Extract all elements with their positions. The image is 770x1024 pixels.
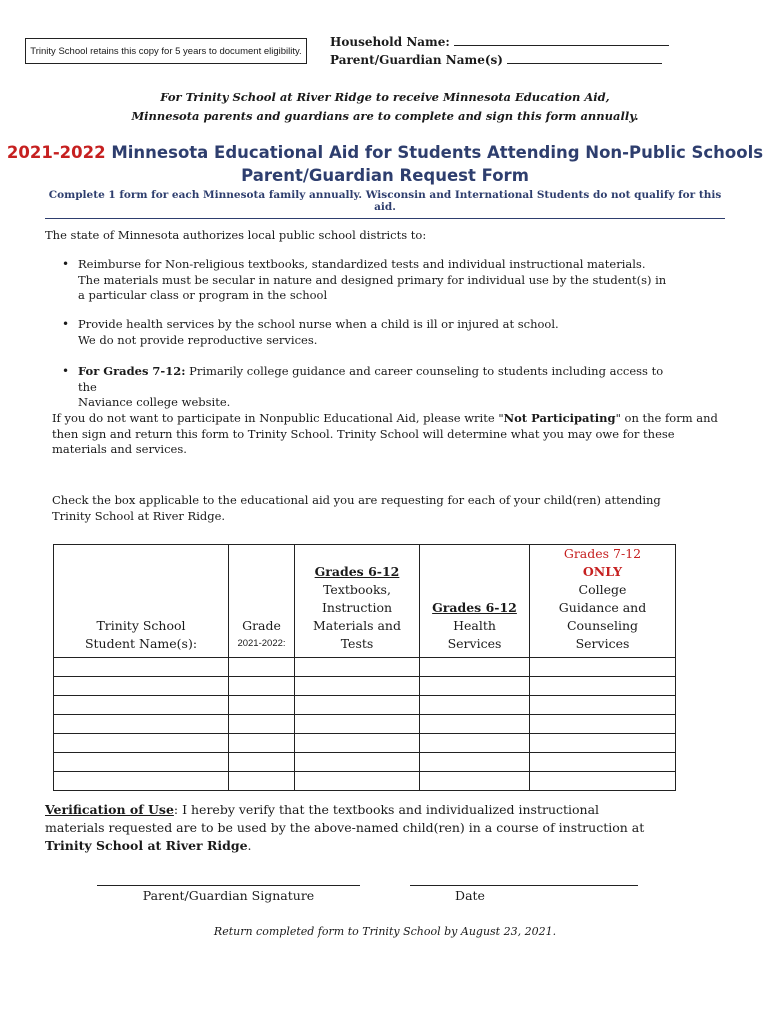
col4-line-1: Health — [453, 618, 496, 633]
guidance-checkbox-cell[interactable] — [530, 772, 676, 791]
bullet-guidance-text: Primarily college guidance and career counseling to students including access to the — [78, 364, 664, 394]
np-line-2: then sign and return this form to Trinity School. Trinity School will determine what you may owe for these — [52, 426, 675, 441]
col-health-header — [420, 545, 530, 658]
authorizes-text: The state of Minnesota authorizes local public school districts to: — [45, 228, 427, 242]
household-name-line[interactable] — [454, 33, 669, 46]
student-name-cell[interactable] — [54, 772, 229, 791]
textbooks-checkbox-cell[interactable] — [295, 753, 420, 772]
col1-line-2: Student Name(s): — [84, 636, 198, 651]
col-grade-header — [229, 545, 295, 658]
bullet-icon: • — [62, 364, 70, 378]
intro-line-2: Minnesota parents and guardians are to complete and sign this form annually. — [131, 109, 639, 123]
np-pre: If you do not want to participate in Nonpublic Educational Aid, please write " — [52, 411, 504, 425]
textbooks-checkbox-cell[interactable] — [295, 734, 420, 753]
student-name-cell[interactable] — [54, 715, 229, 734]
bullet-reimburse — [78, 257, 678, 304]
student-name-cell[interactable] — [54, 658, 229, 677]
np-bold: Not Participating — [503, 411, 616, 425]
bullet-reimburse-line-3: a particular class or program in the school — [78, 288, 328, 302]
col1-line-1: Trinity School — [96, 618, 186, 633]
guardian-name-field[interactable] — [330, 51, 662, 67]
verification-line-2: materials requested are to be used by the above-named child(ren) in a course of instruction at — [45, 820, 645, 835]
intro-line-1: For Trinity School at River Ridge to receive Minnesota Education Aid, — [160, 90, 610, 104]
table-row — [54, 715, 676, 734]
bullet-guidance-line-2: Naviance college website. — [78, 395, 231, 409]
guidance-checkbox-cell[interactable] — [530, 696, 676, 715]
col4-line-2: Services — [447, 636, 502, 651]
verification-colon: : — [173, 802, 179, 817]
guidance-checkbox-cell[interactable] — [530, 734, 676, 753]
bullet-guidance-label: For Grades 7-12: — [78, 364, 186, 378]
grade-cell[interactable] — [229, 753, 295, 772]
grade-cell[interactable] — [229, 772, 295, 791]
verification-label: Verification of Use — [45, 802, 174, 817]
check-instructions — [52, 493, 722, 524]
signature-label: Parent/Guardian Signature — [142, 888, 315, 903]
signature-line[interactable] — [97, 885, 360, 886]
col3-line-4: Tests — [340, 636, 374, 651]
verification-period: . — [247, 838, 252, 853]
textbooks-checkbox-cell[interactable] — [295, 772, 420, 791]
household-name-field[interactable] — [330, 33, 669, 49]
date-label: Date — [455, 888, 485, 903]
grade-cell[interactable] — [229, 734, 295, 753]
page-title — [0, 143, 770, 162]
bullet-health — [78, 317, 678, 348]
col5-red-2: ONLY — [582, 564, 623, 579]
col5-line-2: Guidance and — [558, 600, 647, 615]
health-checkbox-cell[interactable] — [420, 696, 530, 715]
col5-red-1: Grades 7-12 — [563, 546, 642, 561]
col5-line-3: Counseling — [566, 618, 639, 633]
col-student-name-header — [54, 545, 229, 658]
aid-request-table — [53, 544, 676, 791]
title-main: Minnesota Educational Aid for Students Attending Non-Public Schools — [111, 143, 764, 162]
health-checkbox-cell[interactable] — [420, 677, 530, 696]
health-checkbox-cell[interactable] — [420, 715, 530, 734]
retention-note: Trinity School retains this copy for 5 years to document eligibility. — [30, 45, 302, 57]
col3-line-1: Textbooks, — [323, 582, 391, 597]
student-name-cell[interactable] — [54, 696, 229, 715]
return-deadline-note: Return completed form to Trinity School by August 23, 2021. — [213, 925, 557, 938]
grade-cell[interactable] — [229, 715, 295, 734]
bullet-health-line-2: We do not provide reproductive services. — [78, 332, 318, 347]
student-name-cell[interactable] — [54, 677, 229, 696]
bullet-icon: • — [62, 317, 70, 331]
col3-title: Grades 6-12 — [314, 564, 400, 579]
col2-sub: 2021-2022: — [237, 638, 286, 649]
textbooks-checkbox-cell[interactable] — [295, 677, 420, 696]
verification-school: Trinity School at River Ridge — [45, 838, 248, 853]
table-row — [54, 772, 676, 791]
retention-note-box — [25, 38, 307, 64]
guardian-name-line[interactable] — [507, 51, 662, 64]
col2-label: Grade — [242, 618, 281, 633]
table-row — [54, 658, 676, 677]
household-name-label: Household Name: — [330, 35, 450, 49]
textbooks-checkbox-cell[interactable] — [295, 696, 420, 715]
grade-cell[interactable] — [229, 677, 295, 696]
date-line[interactable] — [410, 885, 638, 886]
eligibility-note: Complete 1 form for each Minnesota family annually. Wisconsin and International Students do not qualify for this aid. — [45, 189, 725, 219]
not-participating-paragraph — [52, 411, 722, 458]
guidance-checkbox-cell[interactable] — [530, 753, 676, 772]
bullet-guidance — [78, 364, 678, 411]
health-checkbox-cell[interactable] — [420, 658, 530, 677]
table-row — [54, 696, 676, 715]
bullet-health-line-1: Provide health services by the school nurse when a child is ill or injured at school. — [78, 317, 559, 331]
np-line-3: materials and services. — [52, 442, 187, 456]
student-name-cell[interactable] — [54, 734, 229, 753]
textbooks-checkbox-cell[interactable] — [295, 658, 420, 677]
title-year: 2021-2022 — [6, 143, 106, 162]
col3-line-3: Materials and — [313, 618, 401, 633]
col5-line-1: College — [578, 582, 627, 597]
health-checkbox-cell[interactable] — [420, 753, 530, 772]
col-textbooks-header — [295, 545, 420, 658]
health-checkbox-cell[interactable] — [420, 734, 530, 753]
guidance-checkbox-cell[interactable] — [530, 658, 676, 677]
table-row — [54, 677, 676, 696]
col5-line-4: Services — [575, 636, 630, 651]
check-line-2: Trinity School at River Ridge. — [52, 508, 226, 523]
guidance-checkbox-cell[interactable] — [530, 677, 676, 696]
verification-line-1: I hereby verify that the textbooks and individualized instructional — [178, 802, 600, 817]
grade-cell[interactable] — [229, 658, 295, 677]
page-subtitle: Parent/Guardian Request Form — [241, 166, 529, 185]
bullet-reimburse-line-2: The materials must be secular in nature and designed primary for individual use by the student(s) in — [78, 272, 667, 287]
health-checkbox-cell[interactable] — [420, 772, 530, 791]
col4-title: Grades 6-12 — [432, 600, 517, 615]
col-guidance-header — [530, 545, 676, 658]
student-name-cell[interactable] — [54, 753, 229, 772]
grade-cell[interactable] — [229, 696, 295, 715]
verification-paragraph — [45, 801, 725, 855]
table-row — [54, 734, 676, 753]
check-line-1: Check the box applicable to the educational aid you are requesting for each of your child(ren) attending — [52, 493, 661, 507]
np-post: " on the form and — [615, 411, 718, 425]
guidance-checkbox-cell[interactable] — [530, 715, 676, 734]
bullet-icon: • — [62, 257, 70, 271]
col3-line-2: Instruction — [321, 600, 393, 615]
bullet-reimburse-line-1: Reimburse for Non-religious textbooks, standardized tests and individual instructional materials. — [78, 257, 646, 271]
guardian-name-label: Parent/Guardian Name(s) — [330, 53, 503, 67]
table-row — [54, 753, 676, 772]
textbooks-checkbox-cell[interactable] — [295, 715, 420, 734]
